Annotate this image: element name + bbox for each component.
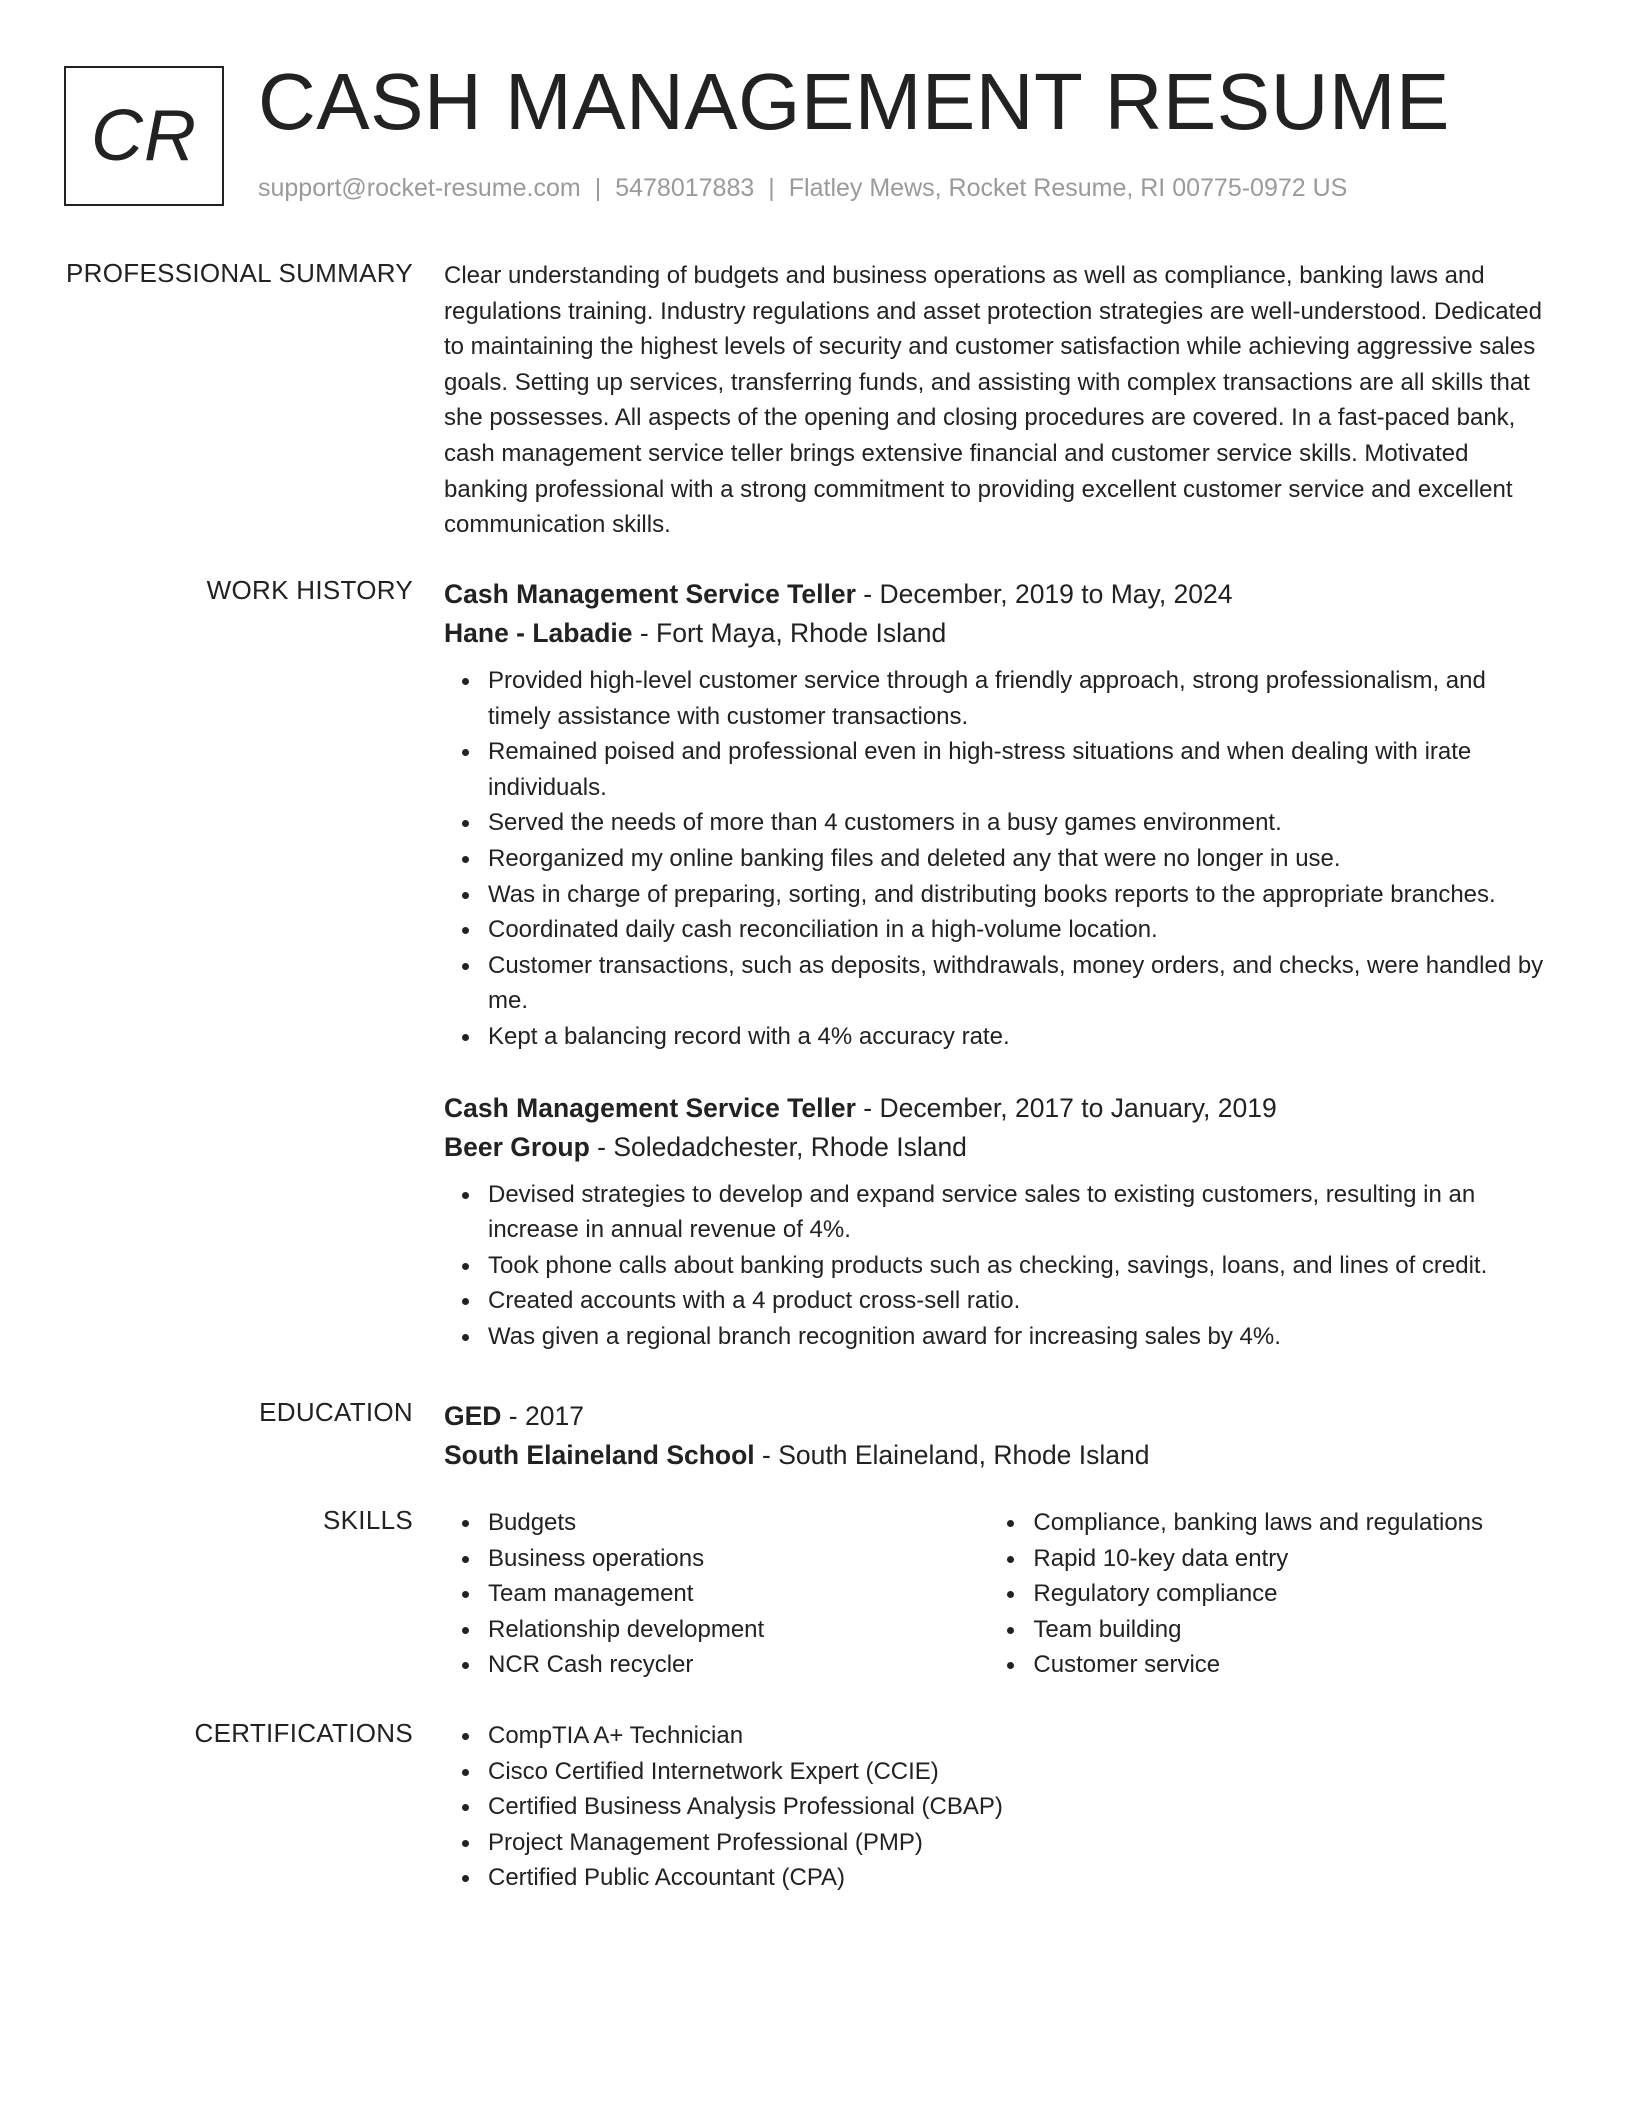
- job-role-line: [444, 575, 1544, 614]
- list-item: Business operations: [488, 1541, 989, 1577]
- list-item: CompTIA A+ Technician: [488, 1718, 1544, 1754]
- list-item: Took phone calls about banking products such as checking, savings, loans, and lines of credit.: [488, 1248, 1544, 1284]
- job-bullets: [444, 1177, 1544, 1355]
- education-year: - 2017: [501, 1401, 584, 1431]
- list-item: Was in charge of preparing, sorting, and distributing books reports to the appropriate branches.: [488, 877, 1544, 913]
- list-item: Rapid 10-key data entry: [1033, 1541, 1544, 1577]
- contact-separator: |: [768, 174, 775, 202]
- monogram-logo: [64, 66, 224, 206]
- list-item: Served the needs of more than 4 customers in a busy games environment.: [488, 805, 1544, 841]
- job-company-line: [444, 1128, 1544, 1167]
- list-item: Team management: [488, 1576, 989, 1612]
- monogram-text: CR: [91, 96, 197, 176]
- job-company-line: [444, 614, 1544, 653]
- job-entry: [444, 1089, 1544, 1355]
- list-item: Created accounts with a 4 product cross-sell ratio.: [488, 1283, 1544, 1319]
- contact-line: [258, 174, 1347, 203]
- job-bullets: [444, 663, 1544, 1055]
- work-history-body: [444, 575, 1544, 1355]
- skills-list-left: [444, 1505, 989, 1683]
- job-role: Cash Management Service Teller: [444, 579, 856, 609]
- list-item: Reorganized my online banking files and deleted any that were no longer in use.: [488, 841, 1544, 877]
- job-location: - Soledadchester, Rhode Island: [589, 1131, 967, 1162]
- list-item: Customer service: [1033, 1647, 1544, 1683]
- skills-heading: SKILLS: [323, 1505, 413, 1535]
- list-item: Devised strategies to develop and expand service sales to existing customers, resulting in an increase in annual revenue of 4%.: [488, 1177, 1544, 1248]
- list-item: Relationship development: [488, 1612, 989, 1648]
- list-item: Team building: [1033, 1612, 1544, 1648]
- list-item: Regulatory compliance: [1033, 1576, 1544, 1612]
- list-item: Was given a regional branch recognition award for increasing sales by 4%.: [488, 1319, 1544, 1355]
- job-company: Hane - Labadie: [444, 618, 633, 648]
- contact-address: Flatley Mews, Rocket Resume, RI 00775-0972 US: [788, 174, 1348, 202]
- education-heading: EDUCATION: [259, 1397, 413, 1427]
- list-item: Certified Public Accountant (CPA): [488, 1860, 1544, 1896]
- education-location: - South Elaineland, Rhode Island: [754, 1440, 1150, 1470]
- list-item: Coordinated daily cash reconciliation in a high-volume location.: [488, 912, 1544, 948]
- contact-separator: |: [594, 174, 602, 202]
- summary-heading: PROFESSIONAL SUMMARY: [66, 258, 413, 288]
- summary-body: [444, 258, 1544, 543]
- list-item: Customer transactions, such as deposits, withdrawals, money orders, and checks, were handled by me.: [488, 948, 1544, 1019]
- job-dates: - December, 2019 to May, 2024: [855, 579, 1233, 609]
- list-item: Compliance, banking laws and regulations: [1033, 1505, 1544, 1541]
- list-item: Certified Business Analysis Professional (CBAP): [488, 1789, 1544, 1825]
- certifications-body: [444, 1718, 1544, 1896]
- job-dates: - December, 2017 to January, 2019: [855, 1092, 1277, 1123]
- education-body: [444, 1397, 1544, 1475]
- resume-title: CASH MANAGEMENT RESUME: [258, 57, 1450, 146]
- summary-text: Clear understanding of budgets and business operations as well as compliance, banking laws and regulations training. Industry regulations and asset protection strategies are well-understood. Dedicated to maintaining the highest levels of security and customer satisfaction while achieving aggressive sales goals. Setting up services, transferring funds, and assisting with complex transactions are all skills that she possesses. All aspects of the opening and closing procedures are covered. In a fast-paced bank, cash management service teller brings extensive financial and customer service skills. Motivated banking professional with a strong commitment to providing excellent customer service and excellent communication skills.: [444, 262, 1542, 539]
- education-school: South Elaineland School: [444, 1440, 755, 1470]
- skills-list-right: [989, 1505, 1544, 1683]
- job-role-line: [444, 1089, 1544, 1128]
- contact-phone[interactable]: 5478017883: [615, 174, 755, 202]
- education-school-line: [444, 1436, 1544, 1475]
- skills-body: [444, 1505, 1544, 1683]
- contact-email[interactable]: support@rocket-resume.com: [258, 174, 581, 202]
- job-entry: [444, 575, 1544, 1055]
- certifications-list: [444, 1718, 1544, 1896]
- education-degree-line: [444, 1397, 1544, 1436]
- job-company: Beer Group: [444, 1131, 590, 1162]
- list-item: NCR Cash recycler: [488, 1647, 989, 1683]
- education-degree: GED: [444, 1401, 502, 1431]
- job-role: Cash Management Service Teller: [444, 1092, 856, 1123]
- list-item: Project Management Professional (PMP): [488, 1825, 1544, 1861]
- list-item: Kept a balancing record with a 4% accuracy rate.: [488, 1019, 1544, 1055]
- list-item: Cisco Certified Internetwork Expert (CCIE): [488, 1754, 1544, 1790]
- list-item: Remained poised and professional even in high-stress situations and when dealing with irate individuals.: [488, 734, 1544, 805]
- list-item: Provided high-level customer service through a friendly approach, strong professionalism, and timely assistance with customer transactions.: [488, 663, 1544, 734]
- list-item: Budgets: [488, 1505, 989, 1541]
- certifications-heading: CERTIFICATIONS: [194, 1718, 413, 1748]
- work-history-heading: WORK HISTORY: [206, 575, 413, 605]
- job-location: - Fort Maya, Rhode Island: [632, 618, 947, 648]
